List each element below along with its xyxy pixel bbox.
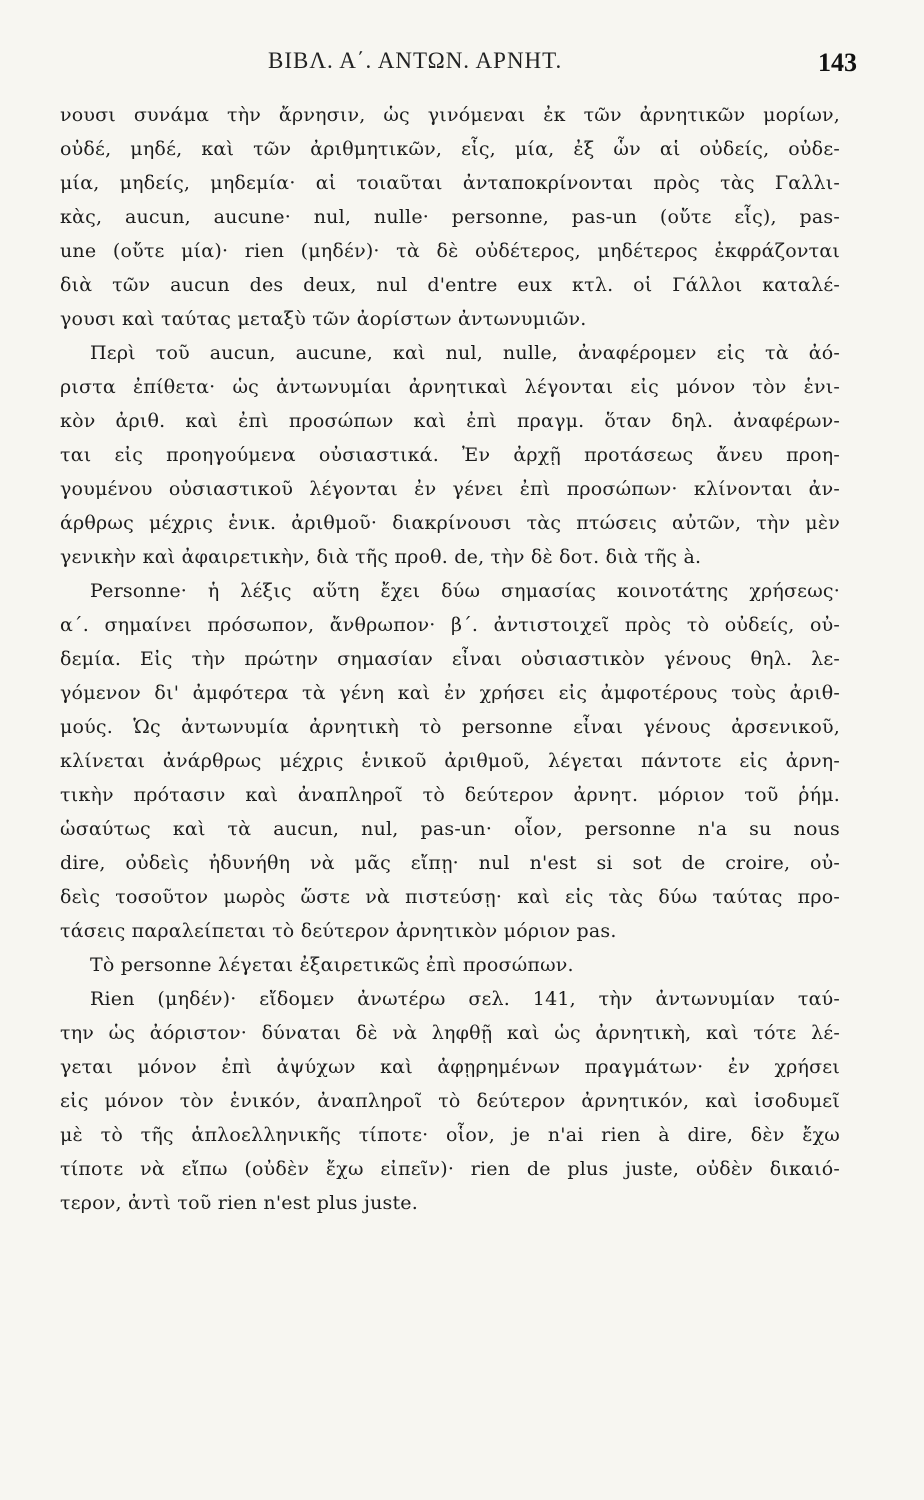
text-line: διὰ τῶν aucun des deux, nul d'entre eux κτλ. οἱ Γάλλοι καταλέ- <box>60 274 840 296</box>
text-line: ριστα ἐπίθετα· ὡς ἀντωνυμίαι ἀρνητικαὶ λέγονται εἰς μόνον τὸν ἑνι- <box>60 376 840 398</box>
text-line: τερον, ἀντὶ τοῦ rien n'est plus juste. <box>60 1192 418 1214</box>
text-line: γεται μόνον ἐπὶ ἀψύχων καὶ ἀφῃρημένων πραγμάτων· ἐν χρήσει <box>60 1056 840 1078</box>
text-line: μὲ τὸ τῆς ἁπλοελληνικῆς τίποτε· οἷον, je n'ai rien à dire, δὲν ἔχω <box>60 1124 840 1146</box>
text-line: Τὸ personne λέγεται ἐξαιρετικῶς ἐπὶ προσώπων. <box>90 954 574 976</box>
text-line: την ὡς ἀόριστον· δύναται δὲ νὰ ληφθῇ καὶ ὡς ἀρνητικὴ, καὶ τότε λέ- <box>60 1022 840 1044</box>
text-line: γόμενον δι' ἀμφότερα τὰ γένη καὶ ἐν χρήσει εἰς ἀμφοτέρους τοὺς ἀριθ- <box>60 682 840 704</box>
text-line: κὸν ἀριθ. καὶ ἐπὶ προσώπων καὶ ἐπὶ πραγμ. ὅταν δηλ. ἀναφέρων- <box>60 410 840 432</box>
text-line: dire, οὐδεὶς ἠδυνήθη νὰ μᾶς εἴπῃ· nul n'est si sot de croire, οὐ- <box>60 852 840 874</box>
text-line: νουσι συνάμα τὴν ἄρνησιν, ὡς γινόμεναι ἐκ τῶν ἀρνητικῶν μορίων, <box>60 104 840 126</box>
text-line: άρθρως μέχρις ἑνικ. ἀριθμοῦ· διακρίνουσι τὰς πτώσεις αὐτῶν, τὴν μὲν <box>60 512 840 534</box>
text-line: Personne· ἡ λέξις αὕτη ἔχει δύω σημασίας κοινοτάτης χρήσεως· <box>90 580 840 602</box>
text-line: δεμία. Εἰς τὴν πρώτην σημασίαν εἶναι οὐσιαστικὸν γένους θηλ. λε- <box>60 648 840 670</box>
text-line: Rien (μηδέν)· εἴδομεν ἀνωτέρω σελ. 141, τὴν ἀντωνυμίαν ταύ- <box>90 988 840 1010</box>
text-line: τίποτε νὰ εἴπω (οὐδὲν ἔχω εἰπεῖν)· rien de plus juste, οὐδὲν δικαιό- <box>60 1158 840 1180</box>
text-line: Περὶ τοῦ aucun, aucune, καὶ nul, nulle, ἀναφέρομεν εἰς τὰ ἀό- <box>90 342 840 364</box>
text-line: α΄. σημαίνει πρόσωπον, ἄνθρωπον· β΄. ἀντιστοιχεῖ πρὸς τὸ οὐδείς, οὐ- <box>60 614 840 636</box>
text-line: κλίνεται ἀνάρθρως μέχρις ἑνικοῦ ἀριθμοῦ, λέγεται πάντοτε εἰς ἀρνη- <box>60 750 840 772</box>
text-line: οὐδέ, μηδέ, καὶ τῶν ἀριθμητικῶν, εἷς, μία, ἐξ ὧν αἱ οὐδείς, οὐδε- <box>60 138 840 160</box>
text-line: μούς. Ὡς ἀντωνυμία ἀρνητικὴ τὸ personne εἶναι γένους ἀρσενικοῦ, <box>60 716 840 738</box>
text-line: γουμένου οὐσιαστικοῦ λέγονται ἐν γένει ἐπὶ προσώπων· κλίνονται ἀν- <box>60 478 840 500</box>
text-line: τάσεις παραλείπεται τὸ δεύτερον ἀρνητικὸν μόριον pas. <box>60 920 617 942</box>
text-line: γουσι καὶ ταύτας μεταξὺ τῶν ἀορίστων ἀντωνυμιῶν. <box>60 308 587 330</box>
text-line: ὡσαύτως καὶ τὰ aucun, nul, pas-un· οἷον, personne n'a su nous <box>60 818 840 840</box>
page-header <box>0 48 924 82</box>
body-text <box>60 98 840 1220</box>
text-line: μία, μηδείς, μηδεμία· αἱ τοιαῦται ἀνταποκρίνονται πρὸς τὰς Γαλλι- <box>60 172 840 194</box>
page-number: 143 <box>818 48 857 77</box>
text-line: κὰς, aucun, aucune· nul, nulle· personne, pas-un (οὔτε εἷς), pas- <box>60 206 840 228</box>
text-line: γενικὴν καὶ ἀφαιρετικὴν, διὰ τῆς προθ. de, τὴν δὲ δοτ. διὰ τῆς à. <box>60 546 702 568</box>
text-line: une (οὔτε μία)· rien (μηδέν)· τὰ δὲ οὐδέτερος, μηδέτερος ἐκφράζονται <box>60 240 840 262</box>
text-line: τικὴν πρότασιν καὶ ἀναπληροῖ τὸ δεύτερον ἀρνητ. μόριον τοῦ ῥήμ. <box>60 784 840 806</box>
text-line: ται εἰς προηγούμενα οὐσιαστικά. Ἐν ἀρχῇ προτάσεως ἄνευ προη- <box>60 444 840 466</box>
text-line: εἰς μόνον τὸν ἑνικόν, ἀναπληροῖ τὸ δεύτερον ἀρνητικόν, καὶ ἰσοδυμεῖ <box>60 1090 840 1112</box>
running-title: ΒΙΒΛ. Α΄. ΑΝΤΩΝ. ΑΡΝΗΤ. <box>268 48 563 73</box>
text-line: δεὶς τοσοῦτον μωρὸς ὥστε νὰ πιστεύσῃ· καὶ εἰς τὰς δύω ταύτας προ- <box>60 886 840 908</box>
